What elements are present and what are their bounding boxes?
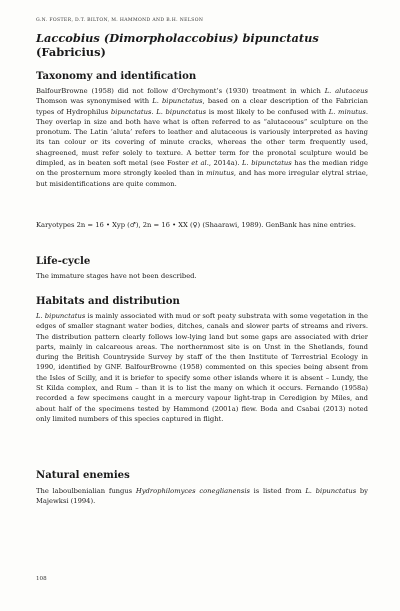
text-span: BalfourBrowne (1958) did not follow d’Orchymont’s (1930) treatment in which (36, 87, 325, 95)
lifecycle-paragraph: The immature stages have not been described. (36, 272, 197, 280)
text-span: by Majewksi (1994). (36, 487, 368, 506)
italic-taxon: L. bipunctatus (305, 487, 357, 495)
page-number: 108 (36, 576, 47, 582)
title-author: (Fabricius) (36, 45, 106, 59)
karyotype-paragraph: Karyotypes 2n = 16 • Xyp (♂), 2n = 16 • XX (♀) (Shaarawi, 1989). GenBank has nine entries. (36, 221, 356, 229)
italic-taxon: Hydrophilomyces coneglianensis (135, 487, 250, 495)
italic-taxon: bipunctatus. L. bipunctatus (110, 107, 207, 116)
heading-enemies: Natural enemies (36, 470, 130, 481)
text-span: is mainly associated with mud or soft peaty substrata with some vegetation in the edges of smaller stagnant water bodies, ditches, canals and slower parts of streams and rivers. The distribution pattern clearly follows low-lying land but some gaps are associated with drier parts, mainly in calcareous areas. The northernmost site is on Unst in the Shetlands, found during the British Countryside Survey by staff of the then Institute of Terrestrial Ecology in 1990, identified by GNF. BalfourBrowne (1958) commented on this species being absent from the Isles of Scilly, and it is briefer to specify some other islands where it is absent – Lundy, the St Kilda complex, and Rum – than it is to list the many on which it occurs. Fernando (1958a) recorded a few specimens caught in a mercury vapour light-trap in Ceredigion by Miles, and about half of the specimens tested by Hammond (2001a) flew. Boda and Csabai (2013) noted only limited numbers of this species captured in flight. (36, 312, 368, 423)
enemies-paragraph (36, 486, 368, 507)
italic-taxon: L. bipunctatus (152, 97, 203, 106)
italic-taxon: L. bipunctatus (36, 312, 86, 320)
title-subgenus: (Dimorpholaccobius) (103, 31, 239, 45)
text-span: has the median ridge on the prosternum more strongly keeled than in (36, 159, 369, 178)
text-span: , 2014a). (208, 159, 243, 168)
italic-citation: et al. (191, 159, 209, 168)
text-span: , based on a clear description of the Fabrician types of Hydrophilus (36, 97, 368, 116)
species-title (36, 31, 376, 59)
running-head: G.N. FOSTER, D.T. BILTON, M. HAMMOND AND B.H. NELSON (36, 18, 204, 23)
text-span: . They overlap in size and both have what is often referred to as “alutaceous” sculpture on the pronotum. The Latin ‘aluta’ refers to leather and alutaceous is variously interpreted as having its tan colour or its covering of minute cracks, whereas the other term frequently used, shagreened, must refer solely to texture. A better term for the pronotal sculpture would be dimpled, as in beaten soft metal (see Foster (36, 107, 368, 168)
text-span: Thomson was synonymised with (36, 97, 153, 106)
heading-lifecycle: Life-cycle (36, 256, 91, 267)
text-span: , and has more irregular elytral striae, but misidentifications are quite common. (36, 169, 368, 188)
italic-taxon: L. bipunctatus (242, 159, 292, 168)
title-species: bipunctatus (242, 31, 319, 45)
italic-taxon: L. minutus (328, 107, 366, 116)
text-span: is most likely to be confused with (206, 107, 329, 116)
title-genus: Laccobius (36, 31, 100, 45)
text-span: is listed from (249, 487, 306, 495)
habitats-paragraph (36, 311, 368, 424)
italic-taxon: minutus (206, 169, 234, 178)
italic-taxon: L. alutaceus (324, 87, 368, 95)
heading-habitats: Habitats and distribution (36, 296, 180, 307)
taxonomy-paragraph (36, 86, 368, 189)
text-span: The laboulbenialian fungus (36, 487, 136, 495)
heading-taxonomy: Taxonomy and identification (36, 71, 197, 82)
